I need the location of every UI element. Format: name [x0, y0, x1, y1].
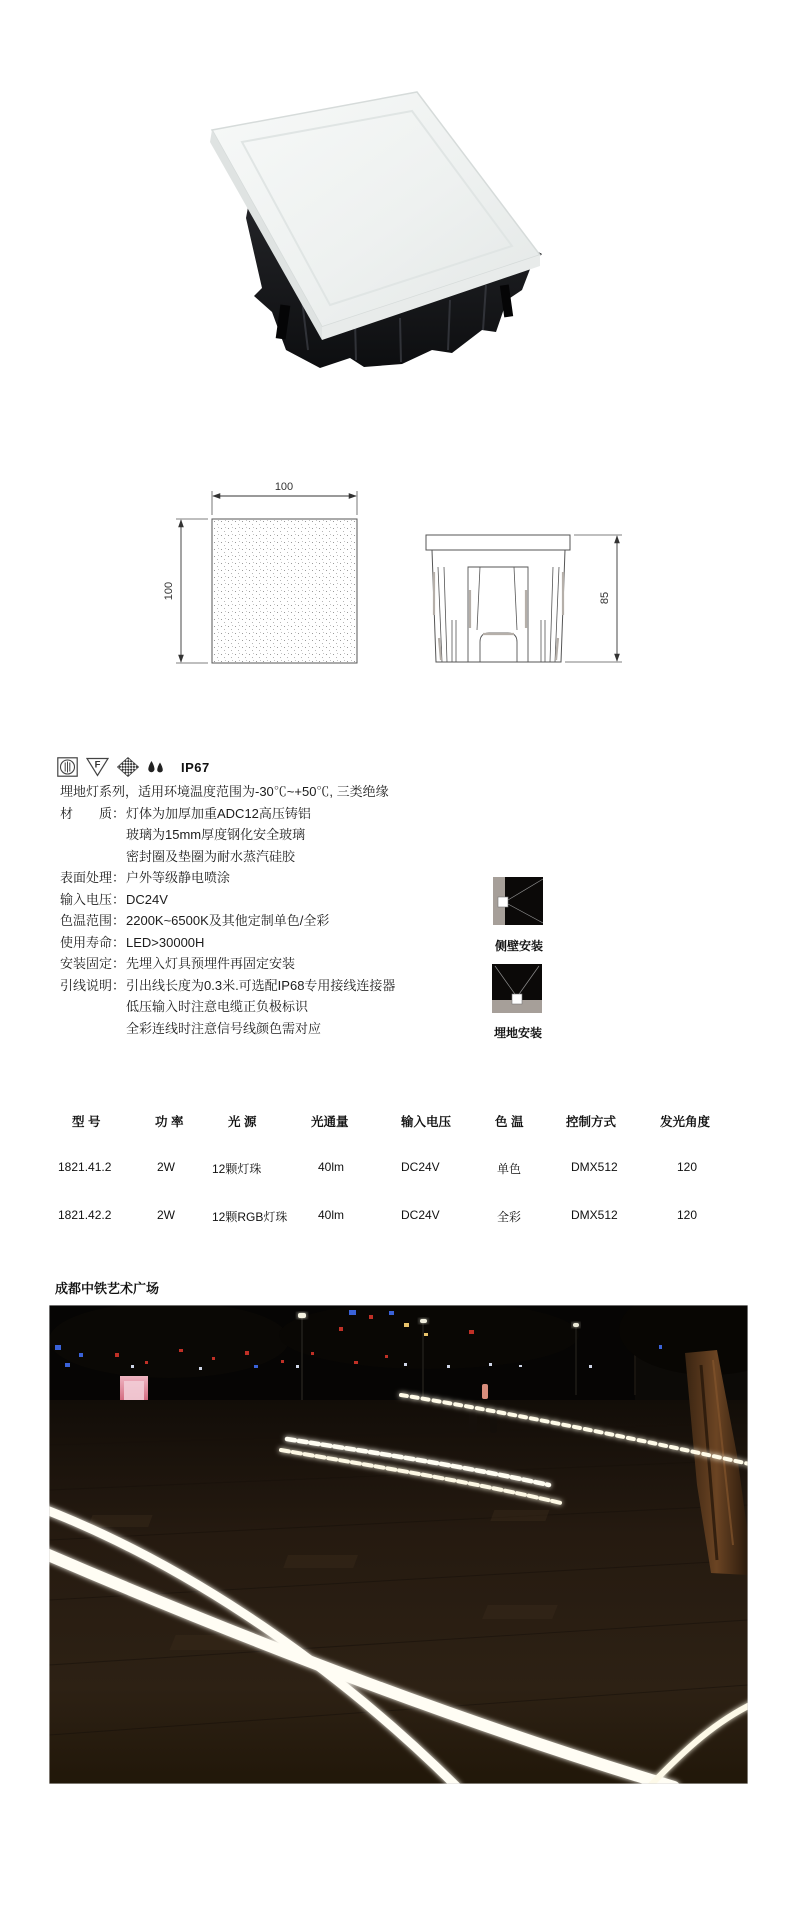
table-row-cell: DC24V — [401, 1160, 440, 1174]
case-study-caption: 成都中铁艺术广场 — [55, 1281, 160, 1296]
spec-row: 低压输入时注意电缆正负极标识 — [126, 999, 309, 1014]
spec-intro: 埋地灯系列，适用环境温度范围为-30℃~+50℃, 三类绝缘 — [60, 784, 389, 799]
table-row-cell: 2W — [157, 1208, 175, 1222]
spec-row: 引线说明： 引出线长度为0.3米.可选配IP68专用接线连接器 — [60, 977, 396, 993]
drive-over-lattice-icon — [117, 757, 139, 777]
table-row-cell: 12颗RGB灯珠 — [212, 1210, 288, 1224]
table-row-cell: DMX512 — [571, 1208, 618, 1222]
col-header-model: 型 号 — [72, 1115, 101, 1129]
table-row-cell: DC24V — [401, 1208, 440, 1222]
plan-width-dimension: 100 — [274, 481, 294, 493]
table-row-cell: 1821.42.2 — [58, 1208, 112, 1222]
table-row-cell: 1821.41.2 — [58, 1160, 112, 1174]
spec-row: 玻璃为15mm厚度钢化安全玻璃 — [126, 827, 306, 842]
recessed-luminaire-icon — [57, 757, 78, 777]
technical-drawings — [150, 470, 640, 700]
in-ground-install-diagram — [492, 964, 542, 1013]
col-header-control: 控制方式 — [566, 1115, 617, 1129]
col-header-cct: 色 温 — [495, 1115, 524, 1129]
col-header-power: 功 率 — [155, 1115, 184, 1129]
product-photo — [150, 50, 550, 375]
installation-night-photo — [49, 1305, 748, 1784]
in-ground-install-label: 埋地安装 — [493, 1026, 542, 1040]
spec-row: 使用寿命： LED>30000H — [60, 934, 205, 950]
side-wall-install-label: 侧壁安装 — [494, 939, 543, 953]
spec-row: 色温范围： 2200K~6500K及其他定制单色/全彩 — [60, 913, 330, 928]
col-header-voltage: 输入电压 — [401, 1115, 452, 1129]
ip-rating: IP67 — [181, 759, 210, 775]
table-row-cell: 全彩 — [497, 1210, 522, 1224]
svg-text:F: F — [94, 759, 101, 771]
table-row-cell: 120 — [677, 1160, 698, 1174]
spec-row: 表面处理： 户外等级静电喷涂 — [60, 870, 231, 885]
spec-row: 安装固定： 先埋入灯具预埋件再固定安装 — [60, 956, 296, 971]
col-header-lumen: 光通量 — [311, 1115, 349, 1129]
plan-height-dimension: 100 — [163, 581, 175, 601]
water-drops-icon — [147, 760, 165, 775]
table-row-cell: 单色 — [497, 1162, 522, 1176]
f-flammable-surface-icon — [86, 757, 109, 777]
table-row-cell: 12颗灯珠 — [212, 1162, 262, 1176]
col-header-beam-angle: 发光角度 — [660, 1115, 711, 1129]
table-row-cell: 40lm — [318, 1160, 345, 1174]
table-row-cell: 40lm — [318, 1208, 345, 1222]
side-height-dimension: 85 — [599, 591, 611, 605]
side-view — [426, 535, 622, 662]
col-header-light-source: 光 源 — [228, 1115, 257, 1129]
table-row-cell: DMX512 — [571, 1160, 618, 1174]
table-row-cell: 2W — [157, 1160, 175, 1174]
certification-row — [57, 755, 210, 779]
spec-row: 全彩连线时注意信号线颜色需对应 — [126, 1020, 322, 1036]
plan-view — [163, 481, 357, 663]
spec-row: 密封圈及垫圈为耐水蒸汽硅胶 — [126, 848, 296, 864]
side-wall-install-diagram — [493, 877, 543, 925]
spec-row: 材 质： 灯体为加厚加重ADC12高压铸铝 — [60, 805, 311, 821]
spec-row: 输入电压： DC24V — [60, 891, 168, 907]
spec-block — [60, 781, 395, 1039]
table-row-cell: 120 — [677, 1208, 698, 1222]
